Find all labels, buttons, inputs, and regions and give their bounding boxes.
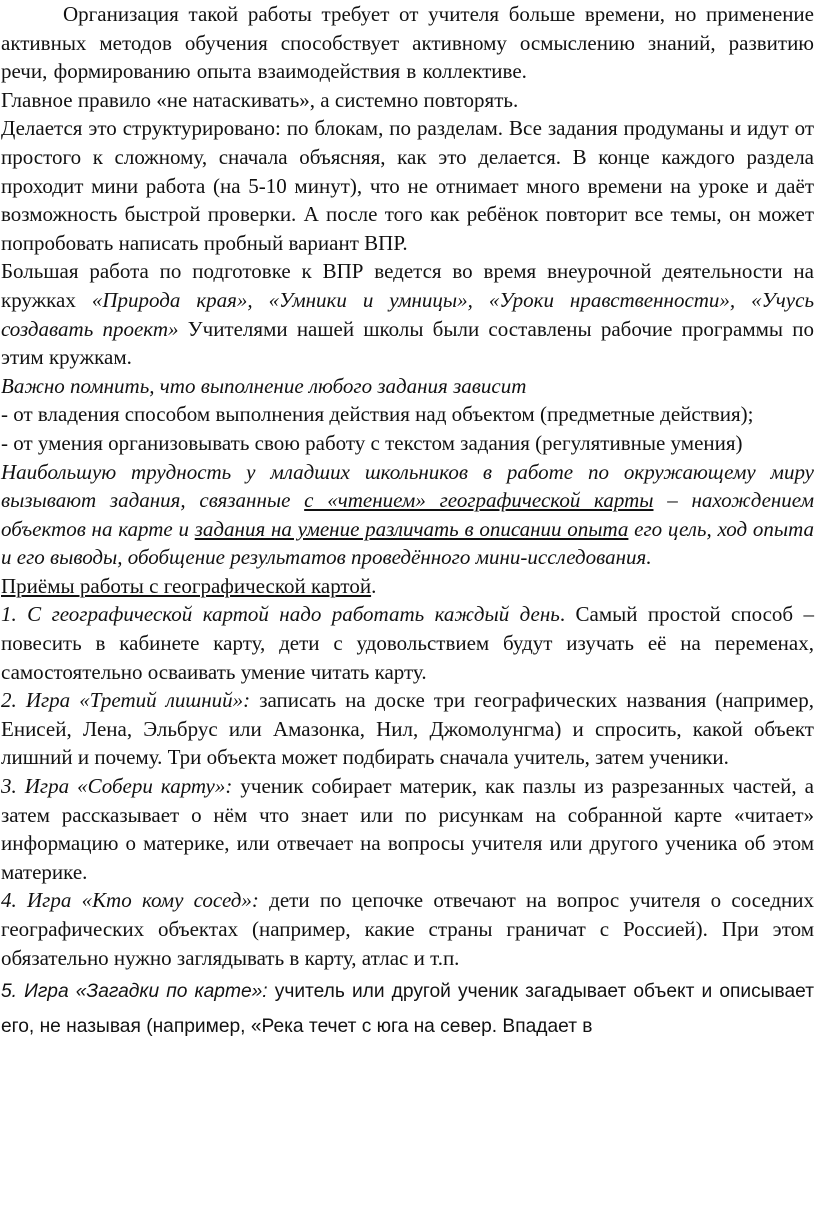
technique-5 bbox=[1, 974, 814, 1044]
difficulty-middle: – нахождением объектов на карте и bbox=[1, 488, 815, 541]
list-item-regulatory-skills: - от умения организовывать свою работу с текстом задания (регулятивные умения) bbox=[1, 430, 743, 455]
list-item-subject-actions: - от владения способом выполнения действия над объектом (предметные действия); bbox=[1, 402, 754, 427]
clubs-text-tail: Учителями нашей школы были составлены рабочие программы по этим кружкам. bbox=[1, 316, 815, 370]
technique-2-title: 2. Игра «Третий лишний»: bbox=[1, 688, 251, 713]
paragraph-difficulty bbox=[1, 458, 814, 572]
paragraph-clubs bbox=[1, 257, 814, 371]
clubs-text-lead: Большая работа по подготовке к ВПР ведется во время внеурочной деятельности на кружках bbox=[1, 259, 814, 312]
technique-5-title: 5. Игра «Загадки по карте»: bbox=[1, 981, 268, 1003]
section-heading-text: Приёмы работы с географической картой bbox=[1, 573, 372, 598]
technique-2-text: записать на доске три географических названия (например, Енисей, Лена, Эльбрус или Амазонка, Нил, Джомолунгма) и спросить, какой объект лишний и почему. Три объекта может подбирать сначала учитель, затем ученики. bbox=[1, 688, 814, 770]
technique-1-text: . Самый простой способ – повесить в кабинете карту, дети с удовольствием будут изучать её на переменах, самостоятельно осваивать умение читать карту. bbox=[1, 602, 815, 684]
technique-3-title: 3. Игра «Собери карту»: bbox=[1, 774, 233, 799]
clubs-names: «Природа края», «Умники и умницы», «Уроки нравственности», «Учусь создавать проект» bbox=[1, 287, 814, 341]
technique-2 bbox=[1, 686, 814, 772]
technique-4-title: 4. Игра «Кто кому сосед»: bbox=[1, 888, 259, 913]
technique-3 bbox=[1, 772, 814, 886]
section-heading-map-techniques bbox=[1, 572, 814, 601]
paragraph-intro: Организация такой работы требует от учителя больше времени, но применение активных методов обучения способствует активному осмыслению знаний, развитию речи, формированию опыта взаимодействия в коллективе. bbox=[1, 2, 814, 84]
technique-3-text: ученик собирает материк, как пазлы из разрезанных частей, а затем рассказывает о нём что знает или по рисункам на собранной карте «читает» информацию о материке, или отвечает на вопросы учителя или другого ученика об этом материке. bbox=[1, 774, 814, 884]
difficulty-map-reading: с «чтением» географической карты bbox=[304, 488, 654, 513]
section-heading-period: . bbox=[371, 573, 377, 598]
technique-1 bbox=[1, 600, 814, 686]
technique-1-title: 1. С географической картой надо работать каждый день bbox=[1, 602, 560, 627]
paragraph-structure: Делается это структурировано: по блокам, по разделам. Все задания продуманы и идут от простого к сложному, сначала объясняя, как это делается. В конце каждого раздела проходит мини работа (на 5-10 минут), что не отнимает много времени на уроке и даёт возможность быстрой проверки. А после того как ребёнок повторит все темы, он может попробовать написать пробный вариант ВПР. bbox=[1, 116, 814, 255]
paragraph-important: Важно помнить, что выполнение любого задания зависит bbox=[1, 373, 527, 398]
technique-4 bbox=[1, 886, 814, 972]
technique-5-text: учитель или другой ученик загадывает объект и описывает его, не называя (например, «Река течет с юга на север. Впадает в bbox=[1, 981, 814, 1038]
paragraph-main-rule: Главное правило «не натаскивать», а системно повторять. bbox=[1, 87, 519, 112]
difficulty-experiment-tasks: задания на умение различать в описании опыта bbox=[194, 516, 629, 541]
difficulty-tail: его цель, ход опыта и его выводы, обобщение результатов проведённого мини-исследования. bbox=[1, 516, 814, 570]
technique-4-text: дети по цепочке отвечают на вопрос учителя о соседних географических объектах (например, какие страны граничат с Россией). При этом обязательно нужно заглядывать в карту, атлас и т.п. bbox=[1, 888, 815, 970]
difficulty-lead: Наибольшую трудность у младших школьников в работе по окружающему миру вызывают задания, связанные bbox=[1, 459, 814, 513]
